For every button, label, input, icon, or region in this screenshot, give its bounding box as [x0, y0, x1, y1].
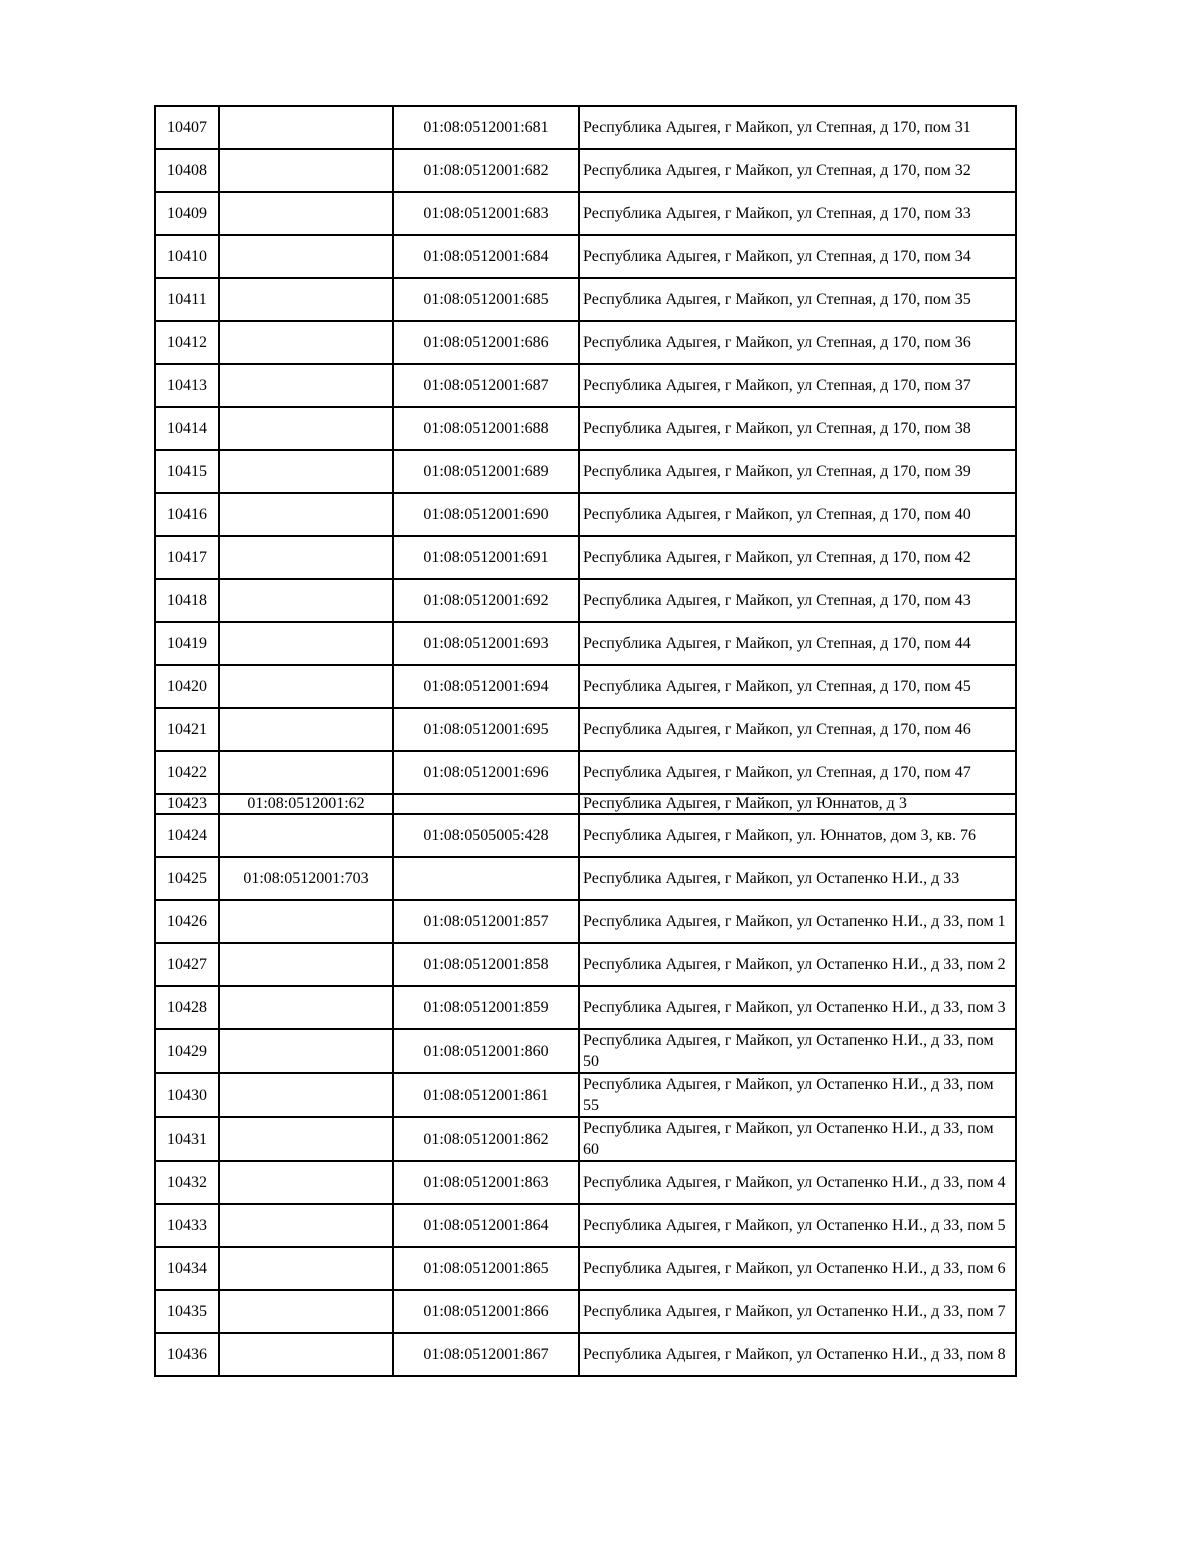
table-row [155, 450, 1016, 493]
table-row [155, 794, 1016, 814]
address: Республика Адыгея, г Майкоп, ул Остапенко Н.И., д 33, пом 5 [579, 1204, 1016, 1247]
cadastral-number: 01:08:0512001:681 [393, 106, 579, 149]
address: Республика Адыгея, г Майкоп, ул Остапенко Н.И., д 33, пом 50 [579, 1029, 1016, 1073]
cadastral-number: 01:08:0512001:689 [393, 450, 579, 493]
table-row [155, 579, 1016, 622]
row-number: 10433 [155, 1204, 219, 1247]
address: Республика Адыгея, г Майкоп, ул Степная, д 170, пом 43 [579, 579, 1016, 622]
cadastral-number: 01:08:0512001:857 [393, 900, 579, 943]
table-body [155, 106, 1016, 1376]
address: Республика Адыгея, г Майкоп, ул. Юннатов, дом 3, кв. 76 [579, 814, 1016, 857]
row-number: 10432 [155, 1161, 219, 1204]
address: Республика Адыгея, г Майкоп, ул Степная, д 170, пом 34 [579, 235, 1016, 278]
address: Республика Адыгея, г Майкоп, ул Степная, д 170, пом 33 [579, 192, 1016, 235]
table-row [155, 857, 1016, 900]
table-row [155, 364, 1016, 407]
address: Республика Адыгея, г Майкоп, ул Степная, д 170, пом 38 [579, 407, 1016, 450]
address: Республика Адыгея, г Майкоп, ул Степная, д 170, пом 31 [579, 106, 1016, 149]
row-number: 10408 [155, 149, 219, 192]
land-cadastral-number [219, 1161, 393, 1204]
table-row [155, 900, 1016, 943]
cadastral-number: 01:08:0512001:686 [393, 321, 579, 364]
row-number: 10409 [155, 192, 219, 235]
cadastral-number: 01:08:0512001:685 [393, 278, 579, 321]
address: Республика Адыгея, г Майкоп, ул Степная, д 170, пом 36 [579, 321, 1016, 364]
land-cadastral-number [219, 622, 393, 665]
row-number: 10434 [155, 1247, 219, 1290]
land-cadastral-number [219, 106, 393, 149]
land-cadastral-number [219, 1204, 393, 1247]
cadastral-number: 01:08:0512001:682 [393, 149, 579, 192]
cadastral-number: 01:08:0512001:865 [393, 1247, 579, 1290]
table-row [155, 149, 1016, 192]
row-number: 10422 [155, 751, 219, 794]
row-number: 10410 [155, 235, 219, 278]
cadastral-number: 01:08:0512001:683 [393, 192, 579, 235]
row-number: 10415 [155, 450, 219, 493]
property-registry-table [154, 105, 1017, 1377]
table-row [155, 1333, 1016, 1376]
land-cadastral-number [219, 814, 393, 857]
land-cadastral-number [219, 235, 393, 278]
cadastral-number: 01:08:0505005:428 [393, 814, 579, 857]
table-row [155, 278, 1016, 321]
cadastral-number: 01:08:0512001:695 [393, 708, 579, 751]
table-row [155, 665, 1016, 708]
row-number: 10431 [155, 1117, 219, 1161]
row-number: 10413 [155, 364, 219, 407]
table-row [155, 106, 1016, 149]
land-cadastral-number [219, 192, 393, 235]
table-row [155, 1290, 1016, 1333]
table-row [155, 708, 1016, 751]
row-number: 10407 [155, 106, 219, 149]
table-row [155, 943, 1016, 986]
cadastral-number: 01:08:0512001:687 [393, 364, 579, 407]
row-number: 10419 [155, 622, 219, 665]
land-cadastral-number [219, 1290, 393, 1333]
address: Республика Адыгея, г Майкоп, ул Юннатов, д 3 [579, 794, 1016, 814]
table-row [155, 493, 1016, 536]
row-number: 10421 [155, 708, 219, 751]
cadastral-number: 01:08:0512001:859 [393, 986, 579, 1029]
table-row [155, 1073, 1016, 1117]
table-row [155, 751, 1016, 794]
land-cadastral-number [219, 751, 393, 794]
land-cadastral-number [219, 1029, 393, 1073]
row-number: 10411 [155, 278, 219, 321]
cadastral-number: 01:08:0512001:690 [393, 493, 579, 536]
address: Республика Адыгея, г Майкоп, ул Остапенко Н.И., д 33, пом 55 [579, 1073, 1016, 1117]
address: Республика Адыгея, г Майкоп, ул Степная, д 170, пом 44 [579, 622, 1016, 665]
row-number: 10420 [155, 665, 219, 708]
cadastral-number: 01:08:0512001:864 [393, 1204, 579, 1247]
land-cadastral-number [219, 579, 393, 622]
cadastral-number: 01:08:0512001:694 [393, 665, 579, 708]
cadastral-number: 01:08:0512001:696 [393, 751, 579, 794]
cadastral-number: 01:08:0512001:863 [393, 1161, 579, 1204]
cadastral-number: 01:08:0512001:861 [393, 1073, 579, 1117]
row-number: 10416 [155, 493, 219, 536]
address: Республика Адыгея, г Майкоп, ул Степная, д 170, пом 37 [579, 364, 1016, 407]
cadastral-number: 01:08:0512001:866 [393, 1290, 579, 1333]
address: Республика Адыгея, г Майкоп, ул Остапенко Н.И., д 33, пом 1 [579, 900, 1016, 943]
cadastral-number [393, 857, 579, 900]
table-row [155, 192, 1016, 235]
cadastral-number: 01:08:0512001:862 [393, 1117, 579, 1161]
table-row [155, 622, 1016, 665]
table-row [155, 986, 1016, 1029]
table-row [155, 235, 1016, 278]
table-row [155, 407, 1016, 450]
land-cadastral-number [219, 278, 393, 321]
land-cadastral-number [219, 536, 393, 579]
table-row [155, 814, 1016, 857]
land-cadastral-number [219, 149, 393, 192]
land-cadastral-number [219, 986, 393, 1029]
cadastral-number: 01:08:0512001:693 [393, 622, 579, 665]
address: Республика Адыгея, г Майкоп, ул Остапенко Н.И., д 33, пом 8 [579, 1333, 1016, 1376]
address: Республика Адыгея, г Майкоп, ул Остапенко Н.И., д 33, пом 6 [579, 1247, 1016, 1290]
address: Республика Адыгея, г Майкоп, ул Степная, д 170, пом 32 [579, 149, 1016, 192]
row-number: 10412 [155, 321, 219, 364]
address: Республика Адыгея, г Майкоп, ул Остапенко Н.И., д 33, пом 7 [579, 1290, 1016, 1333]
row-number: 10435 [155, 1290, 219, 1333]
land-cadastral-number: 01:08:0512001:62 [219, 794, 393, 814]
land-cadastral-number [219, 407, 393, 450]
land-cadastral-number: 01:08:0512001:703 [219, 857, 393, 900]
land-cadastral-number [219, 1333, 393, 1376]
cadastral-number [393, 794, 579, 814]
land-cadastral-number [219, 1247, 393, 1290]
row-number: 10423 [155, 794, 219, 814]
table-row [155, 1161, 1016, 1204]
table-row [155, 1204, 1016, 1247]
cadastral-number: 01:08:0512001:867 [393, 1333, 579, 1376]
table-row [155, 536, 1016, 579]
row-number: 10417 [155, 536, 219, 579]
cadastral-number: 01:08:0512001:858 [393, 943, 579, 986]
row-number: 10414 [155, 407, 219, 450]
land-cadastral-number [219, 665, 393, 708]
land-cadastral-number [219, 321, 393, 364]
row-number: 10429 [155, 1029, 219, 1073]
row-number: 10418 [155, 579, 219, 622]
row-number: 10428 [155, 986, 219, 1029]
row-number: 10424 [155, 814, 219, 857]
land-cadastral-number [219, 450, 393, 493]
address: Республика Адыгея, г Майкоп, ул Степная, д 170, пом 42 [579, 536, 1016, 579]
table-row [155, 1247, 1016, 1290]
land-cadastral-number [219, 1073, 393, 1117]
land-cadastral-number [219, 1117, 393, 1161]
address: Республика Адыгея, г Майкоп, ул Остапенко Н.И., д 33, пом 4 [579, 1161, 1016, 1204]
row-number: 10425 [155, 857, 219, 900]
row-number: 10436 [155, 1333, 219, 1376]
address: Республика Адыгея, г Майкоп, ул Степная, д 170, пом 40 [579, 493, 1016, 536]
cadastral-number: 01:08:0512001:860 [393, 1029, 579, 1073]
row-number: 10426 [155, 900, 219, 943]
cadastral-number: 01:08:0512001:684 [393, 235, 579, 278]
land-cadastral-number [219, 943, 393, 986]
address: Республика Адыгея, г Майкоп, ул Остапенко Н.И., д 33, пом 2 [579, 943, 1016, 986]
land-cadastral-number [219, 364, 393, 407]
land-cadastral-number [219, 900, 393, 943]
address: Республика Адыгея, г Майкоп, ул Степная, д 170, пом 45 [579, 665, 1016, 708]
address: Республика Адыгея, г Майкоп, ул Степная, д 170, пом 39 [579, 450, 1016, 493]
cadastral-number: 01:08:0512001:692 [393, 579, 579, 622]
row-number: 10430 [155, 1073, 219, 1117]
land-cadastral-number [219, 493, 393, 536]
table-row [155, 1029, 1016, 1073]
cadastral-number: 01:08:0512001:688 [393, 407, 579, 450]
address: Республика Адыгея, г Майкоп, ул Остапенко Н.И., д 33 [579, 857, 1016, 900]
address: Республика Адыгея, г Майкоп, ул Степная, д 170, пом 47 [579, 751, 1016, 794]
cadastral-number: 01:08:0512001:691 [393, 536, 579, 579]
address: Республика Адыгея, г Майкоп, ул Степная, д 170, пом 35 [579, 278, 1016, 321]
land-cadastral-number [219, 708, 393, 751]
address: Республика Адыгея, г Майкоп, ул Остапенко Н.И., д 33, пом 3 [579, 986, 1016, 1029]
table-row [155, 321, 1016, 364]
table-row [155, 1117, 1016, 1161]
address: Республика Адыгея, г Майкоп, ул Степная, д 170, пом 46 [579, 708, 1016, 751]
address: Республика Адыгея, г Майкоп, ул Остапенко Н.И., д 33, пом 60 [579, 1117, 1016, 1161]
row-number: 10427 [155, 943, 219, 986]
